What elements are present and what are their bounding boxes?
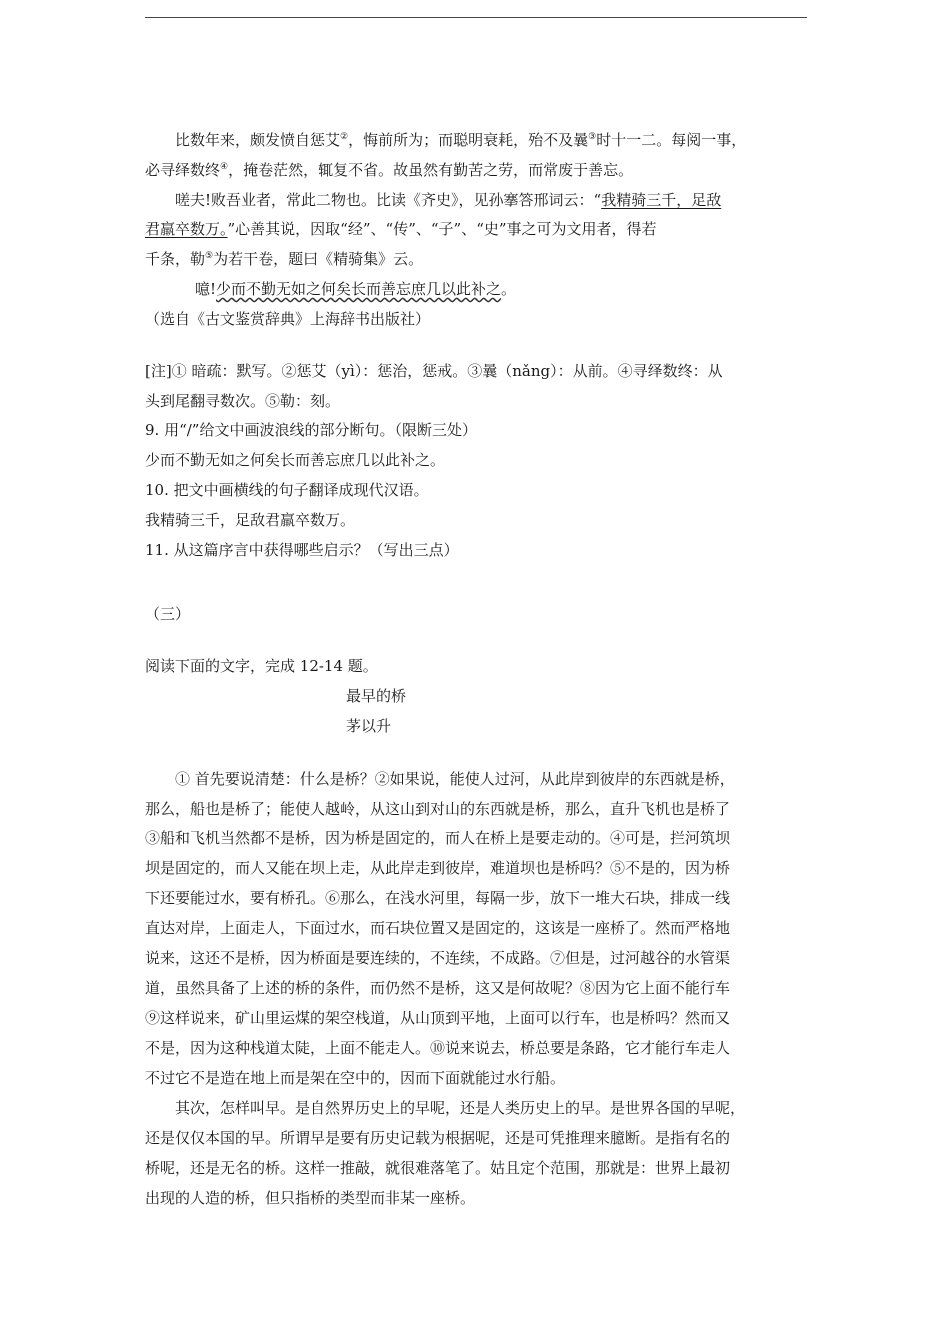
passage-line: 噫!少而不勤无如之何矣长而善忘庶几以此补之。: [195, 280, 517, 298]
passage-line: 嗟夫!败吾业者，常此二物也。比读《齐史》，见孙搴答邢词云：“我精骑三千，足敌: [175, 191, 722, 209]
underlined-sentence: 我精骑三千，足敌: [601, 191, 722, 209]
question-9-text: 少而不勤无如之何矣长而善忘庶几以此补之。: [145, 451, 446, 469]
article-line: 直达对岸，上面走人，下面过水，而石块位置又是固定的，这该是一座桥了。然而严格地: [145, 919, 731, 937]
article-author: 茅以升: [346, 717, 392, 735]
underlined-sentence: 君羸卒数万。: [145, 220, 228, 238]
article-line: ⑨这样说来，矿山里运煤的架空栈道，从山顶到平地，上面可以行车，也是桥吗？然而又: [145, 1009, 731, 1027]
article-line: ③船和飞机当然都不是桥，因为桥是固定的，而人在桥上是要走动的。④可是，拦河筑坝: [145, 829, 731, 847]
article-line: 坝是固定的，而人又能在坝上走，从此岸走到彼岸，难道坝也是桥吗？⑤不是的，因为桥: [145, 859, 731, 877]
question-10: 10. 把文中画横线的句子翻译成现代汉语。: [145, 481, 429, 499]
article-line: 不过它不是造在地上而是架在空中的，因而下面就能过水行船。: [145, 1069, 566, 1087]
article-title: 最早的桥: [346, 687, 407, 705]
passage-line: 比数年来，颇发愤自惩艾②，悔前所为；而聪明衰耗，殆不及曩③时十一二。每阅一事，: [175, 131, 747, 149]
article-line: 其次，怎样叫早。是自然界历史上的早呢，还是人类历史上的早。是世界各国的早呢，: [175, 1099, 746, 1117]
passage-line: 必寻绎数终④，掩卷茫然，辄复不省。故虽然有勤苦之劳，而常废于善忘。: [145, 161, 634, 179]
header-rule: [145, 17, 807, 18]
question-9: 9. 用“/”给文中画波浪线的部分断句。（限断三处）: [145, 421, 477, 439]
article-line: 不是，因为这种栈道太陡，上面不能走人。⑩说来说去，桥总要是条路，它才能行车走人: [145, 1039, 731, 1057]
article-line: 说来，这还不是桥，因为桥面是要连续的，不连续，不成路。⑦但是，过河越谷的水管渠: [145, 949, 731, 967]
article-line: 下还要能过水，要有桥孔。⑥那么，在浅水河里，每隔一步，放下一堆大石块，排成一线: [145, 889, 731, 907]
article-line: ① 首先要说清楚：什么是桥？②如果说，能使人过河，从此岸到彼岸的东西就是桥，: [175, 770, 735, 788]
article-line: 出现的人造的桥，但只指桥的类型而非某一座桥。: [145, 1189, 476, 1207]
question-10-text: 我精骑三千，足敌君羸卒数万。: [145, 511, 356, 529]
wavy-underlined-text: 少而不勤无如之何矣长而善忘庶几以此补之: [216, 280, 502, 298]
section-label: （三）: [145, 605, 191, 623]
article-line: 桥呢，还是无名的桥。这样一推敲，就很难落笔了。姑且定个范围，那就是：世界上最初: [145, 1159, 731, 1177]
question-11: 11. 从这篇序言中获得哪些启示？（写出三点）: [145, 541, 459, 559]
notes-line: [注]① 暗疏：默写。②惩艾（yì）：惩治，惩戒。③曩（nǎng）：从前。④寻绎数终：从: [145, 362, 723, 380]
article-line: 那么，船也是桥了；能使人越岭，从这山到对山的东西就是桥，那么，直升飞机也是桥了: [145, 800, 731, 818]
section-instruction: 阅读下面的文字，完成 12-14 题。: [145, 657, 378, 675]
passage-line: 千条，勒⑤为若干卷，题曰《精骑集》云。: [145, 250, 424, 268]
passage-line: 君羸卒数万。”心善其说，因取“经”、“传”、“子”、“史”事之可为文用者，得若: [145, 220, 657, 238]
article-line: 还是仅仅本国的早。所谓早是要有历史记载为根据呢，还是可凭推理来臆断。是指有名的: [145, 1129, 731, 1147]
article-line: 道，虽然具备了上述的桥的条件，而仍然不是桥，这又是何故呢？⑧因为它上面不能行车: [145, 979, 731, 997]
source-citation: （选自《古文鉴赏辞典》上海辞书出版社）: [145, 310, 431, 328]
notes-line: 头到尾翻寻数次。⑤勒：刻。: [145, 392, 341, 410]
